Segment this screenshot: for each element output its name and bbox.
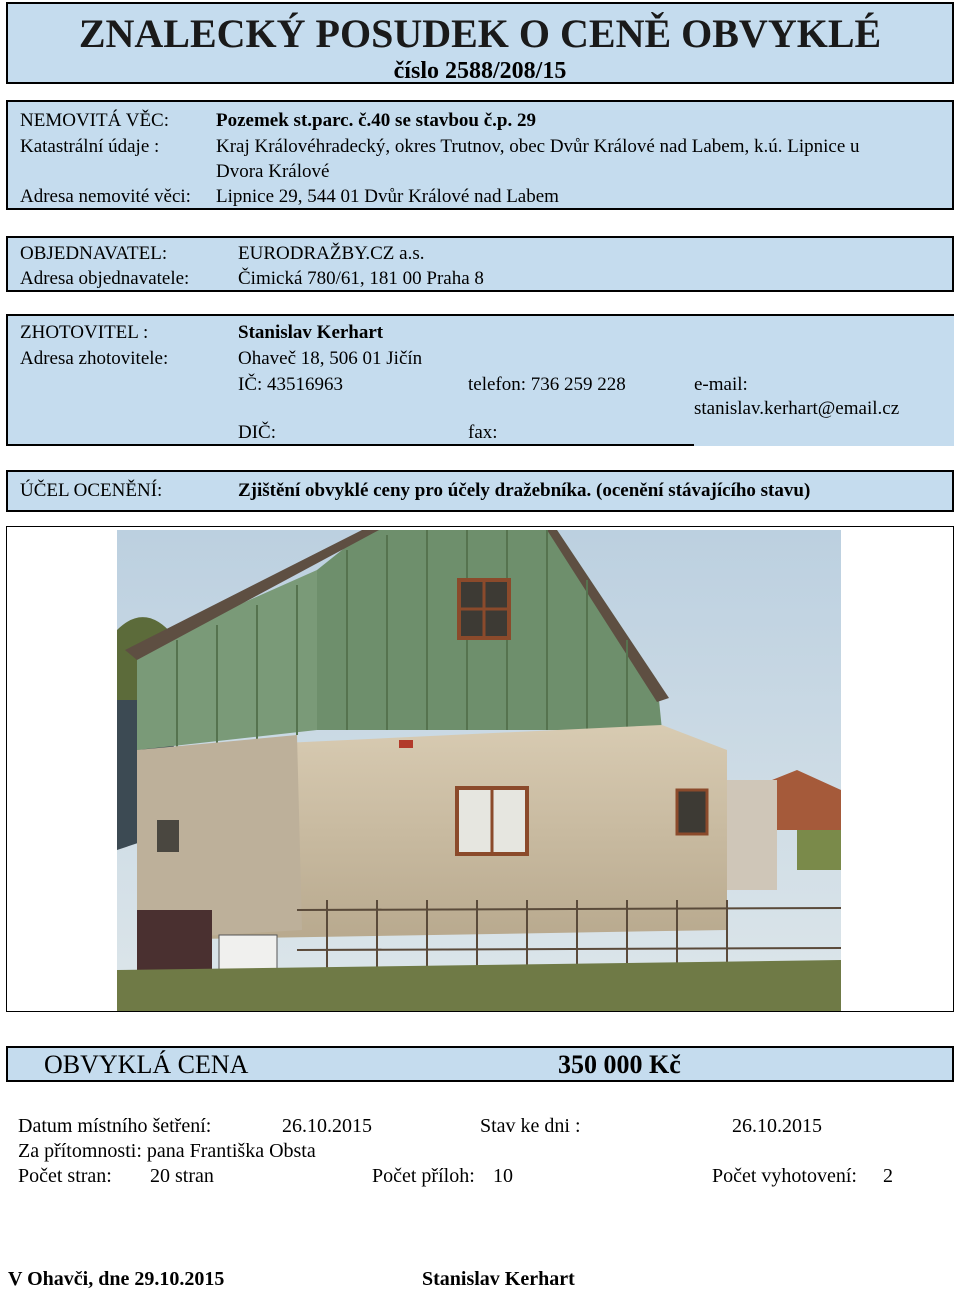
customer-address-label: Adresa objednavatele: [20, 268, 190, 289]
contractor-email[interactable]: stanislav.kerhart@email.cz [694, 398, 900, 419]
document-title: ZNALECKÝ POSUDEK O CENĚ OBVYKLÉ [78, 11, 882, 56]
contractor-address-value: Ohaveč 18, 506 01 Jičín [238, 348, 423, 369]
contractor-dic: DIČ: [238, 422, 276, 443]
contractor-phone: telefon: 736 259 228 [468, 374, 626, 395]
title-box [6, 2, 954, 84]
contractor-box [6, 314, 954, 446]
purpose-label: ÚČEL OCENĚNÍ: [20, 480, 163, 501]
cadastral-line-2: Dvora Králové [216, 161, 330, 182]
customer-label: OBJEDNAVATEL: [20, 243, 168, 264]
contractor-email-label: e-mail: [694, 374, 748, 395]
contractor-address-label: Adresa zhotovitele: [20, 348, 169, 369]
copies-label: Počet vyhotovení: [712, 1165, 857, 1187]
pages-label: Počet stran: [18, 1165, 112, 1187]
customer-address-value: Čimická 780/61, 181 00 Praha 8 [238, 268, 484, 289]
presence-line: Za přítomnosti: pana Františka Obsta [18, 1140, 316, 1162]
inspection-date: 26.10.2015 [282, 1115, 372, 1137]
cadastral-label: Katastrální údaje : [20, 136, 160, 157]
place-date: V Ohavči, dne 29.10.2015 [8, 1268, 225, 1290]
property-box [6, 100, 954, 210]
document-number: číslo 2588/208/15 [393, 58, 567, 84]
state-label: Stav ke dni : [480, 1115, 581, 1137]
copies-value: 2 [883, 1165, 893, 1187]
price-value: 350 000 Kč [558, 1050, 681, 1079]
customer-box [6, 236, 954, 292]
price-label: OBVYKLÁ CENA [44, 1050, 249, 1079]
contractor-fax: fax: [468, 422, 498, 443]
price-box [6, 1046, 954, 1082]
cadastral-line-1: Kraj Královéhradecký, okres Trutnov, obec Dvůr Králové nad Labem, k.ú. Lipnice u [216, 136, 860, 157]
purpose-value: Zjištění obvyklé ceny pro účely dražebníka. (ocenění stávajícího stavu) [238, 480, 811, 501]
state-date: 26.10.2015 [732, 1115, 822, 1137]
attachments-label: Počet příloh: [372, 1165, 475, 1187]
contractor-box-bottom-border [6, 444, 694, 446]
signature: Stanislav Kerhart [422, 1268, 575, 1290]
property-label: NEMOVITÁ VĚC: [20, 110, 170, 131]
contractor-name: Stanislav Kerhart [238, 322, 384, 343]
side-window [157, 820, 179, 852]
contractor-label: ZHOTOVITEL : [20, 322, 149, 343]
ground-window-2 [677, 790, 707, 834]
pages-value: 20 stran [150, 1165, 214, 1187]
customer-name: EURODRAŽBY.CZ a.s. [238, 243, 425, 264]
property-value: Pozemek st.parc. č.40 se stavbou č.p. 29 [216, 110, 536, 131]
house-photo [117, 530, 841, 1011]
contractor-ic: IČ: 43516963 [238, 374, 344, 395]
address-label: Adresa nemovité věci: [20, 186, 191, 207]
background-bush [797, 830, 841, 870]
house-number-sign [399, 740, 413, 748]
inspection-label: Datum místního šetření: [18, 1115, 212, 1137]
address-value: Lipnice 29, 544 01 Dvůr Králové nad Labem [216, 186, 559, 207]
attachments-value: 10 [493, 1165, 513, 1187]
purpose-box [6, 470, 954, 512]
